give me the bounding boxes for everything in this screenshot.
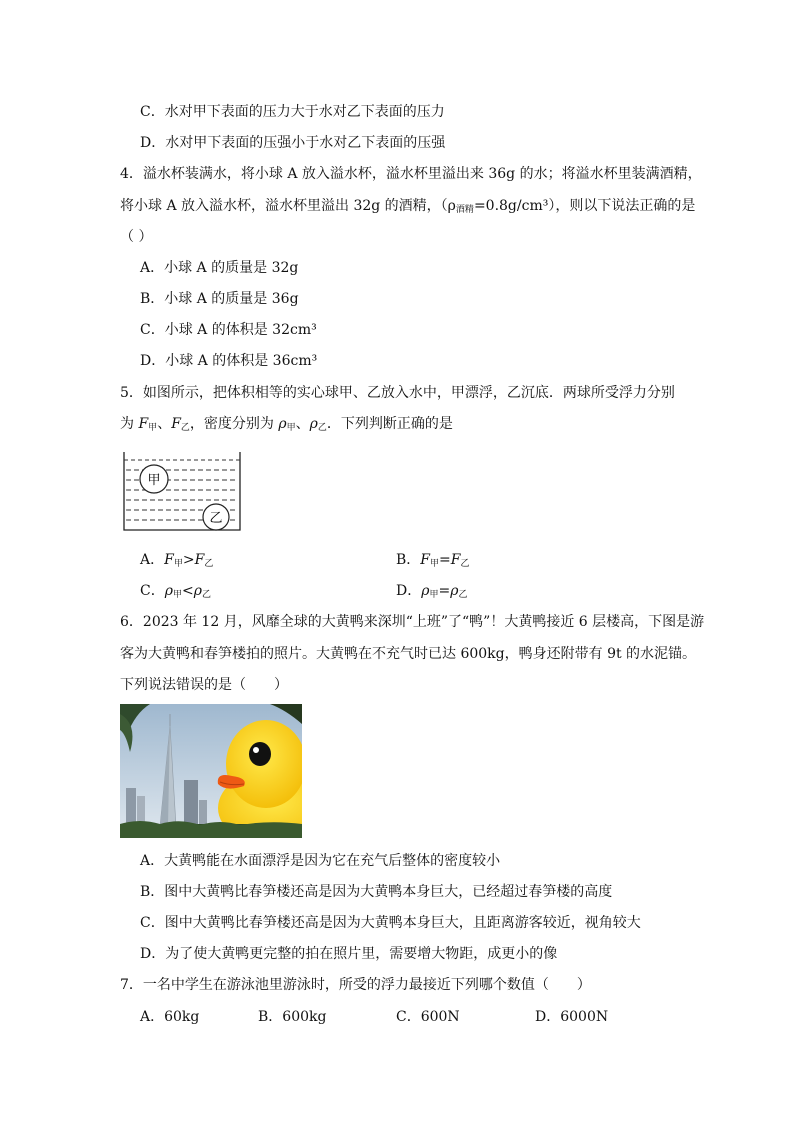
option-subscript: 甲 <box>429 590 439 600</box>
q7-option-a[interactable]: A．60kg <box>140 1009 200 1025</box>
q6-option-a[interactable]: A．大黄鸭能在水面漂浮是因为它在充气后整体的密度较小 <box>140 853 501 869</box>
q4-stem-text: 将小球 A 放入溢水杯，溢水杯里溢出 32g 的酒精，（ρ <box>120 198 456 214</box>
q5-symbol: F <box>171 416 181 432</box>
q6-stem-line-2: 客为大黄鸭和春笋楼拍的照片。大黄鸭在不充气时已达 600kg，鸭身还附带有 9t 的水泥锚。 <box>120 646 697 662</box>
q5-option-a[interactable] <box>140 550 213 574</box>
q5-stem-line-2 <box>120 414 453 438</box>
option-operator: = <box>438 583 451 599</box>
q3-option-c[interactable]: C．水对甲下表面的压力大于水对乙下表面的压力 <box>140 104 445 120</box>
q5-stem-line-1: 5．如图所示，把体积相等的实心球甲、乙放入水中，甲漂浮，乙沉底．两球所受浮力分别 <box>120 385 675 401</box>
q5-stem-text: ．下列判断正确的是 <box>326 416 453 432</box>
beaker-figure <box>118 448 246 534</box>
option-subscript: 甲 <box>173 559 183 569</box>
option-letter: B． <box>396 552 421 568</box>
q5-option-d[interactable] <box>396 581 467 605</box>
option-subscript: 乙 <box>204 559 214 569</box>
q5-subscript: 乙 <box>180 423 190 433</box>
q6-option-d[interactable]: D．为了使大黄鸭更完整的拍在照片里，需要增大物距，成更小的像 <box>140 946 558 962</box>
q5-symbol: F <box>138 416 149 432</box>
q5-option-b[interactable] <box>396 550 470 574</box>
q4-stem-line-1: 4．溢水杯装满水，将小球 A 放入溢水杯，溢水杯里溢出来 36g 的水；将溢水杯里装满酒精， <box>120 166 702 182</box>
q5-separator: 、 <box>157 416 172 432</box>
ball-jia-label: 甲 <box>147 473 161 488</box>
q4-stem-text-end: =0.8g/cm³），则以下说法正确的是 <box>473 198 696 214</box>
q4-option-b[interactable]: B．小球 A 的质量是 36g <box>140 291 299 307</box>
option-letter: D． <box>396 583 422 599</box>
q4-option-d[interactable]: D．小球 A 的体积是 36cm³ <box>140 353 318 369</box>
option-symbol: F <box>420 552 431 568</box>
option-operator: > <box>182 552 195 568</box>
option-subscript: 甲 <box>430 559 440 569</box>
option-symbol: ρ <box>164 583 173 599</box>
q5-symbol: ρ <box>309 416 318 432</box>
q5-separator: 、 <box>295 416 310 432</box>
q7-option-b[interactable]: B．600kg <box>258 1009 327 1025</box>
option-symbol: F <box>194 552 205 568</box>
q4-option-a[interactable]: A．小球 A 的质量是 32g <box>140 260 299 276</box>
option-symbol: ρ <box>193 583 202 599</box>
q6-stem-line-1: 6．2023 年 12 月，风靡全球的大黄鸭来深圳“上班”了“鸭”！大黄鸭接近 6 层楼高，下图是游 <box>120 614 705 630</box>
q5-symbol: ρ <box>278 416 287 432</box>
q6-option-b[interactable]: B．图中大黄鸭比春笋楼还高是因为大黄鸭本身巨大，已经超过春笋楼的高度 <box>140 884 613 900</box>
option-subscript: 乙 <box>201 590 211 600</box>
option-operator: = <box>439 552 451 568</box>
q6-option-c[interactable]: C．图中大黄鸭比春笋楼还高是因为大黄鸭本身巨大，且距离游客较近，视角较大 <box>140 915 641 931</box>
option-letter: A． <box>140 552 165 568</box>
q3-option-d[interactable]: D．水对甲下表面的压强小于水对乙下表面的压强 <box>140 135 446 151</box>
option-subscript: 乙 <box>460 559 470 569</box>
option-letter: C． <box>140 583 165 599</box>
q4-answer-bracket: （ ） <box>120 229 153 245</box>
q7-option-c[interactable]: C．600N <box>396 1009 460 1025</box>
yellow-duck-photo <box>120 704 302 838</box>
ball-yi-label: 乙 <box>209 511 223 526</box>
option-symbol: ρ <box>450 583 459 599</box>
q5-option-c[interactable] <box>140 581 211 605</box>
option-symbol: ρ <box>421 583 430 599</box>
option-subscript: 乙 <box>458 590 468 600</box>
q5-subscript: 甲 <box>148 423 158 433</box>
q5-subscript: 甲 <box>286 423 296 433</box>
q4-option-c[interactable]: C．小球 A 的体积是 32cm³ <box>140 322 317 338</box>
q4-density-subscript: 酒精 <box>455 205 474 215</box>
q5-subscript: 乙 <box>317 423 327 433</box>
q7-stem: 7．一名中学生在游泳池里游泳时，所受的浮力最接近下列哪个数值（ ） <box>120 977 591 993</box>
q5-stem-text: 为 <box>120 416 139 432</box>
option-symbol: F <box>164 552 174 568</box>
option-subscript: 甲 <box>172 590 182 600</box>
q6-stem-line-3: 下列说法错误的是（ ） <box>120 677 288 693</box>
option-symbol: F <box>450 552 461 568</box>
q7-option-d[interactable]: D．6000N <box>535 1009 609 1025</box>
q5-stem-text: ，密度分别为 <box>189 416 279 432</box>
q4-stem-line-2 <box>120 196 695 220</box>
option-operator: < <box>181 583 194 599</box>
